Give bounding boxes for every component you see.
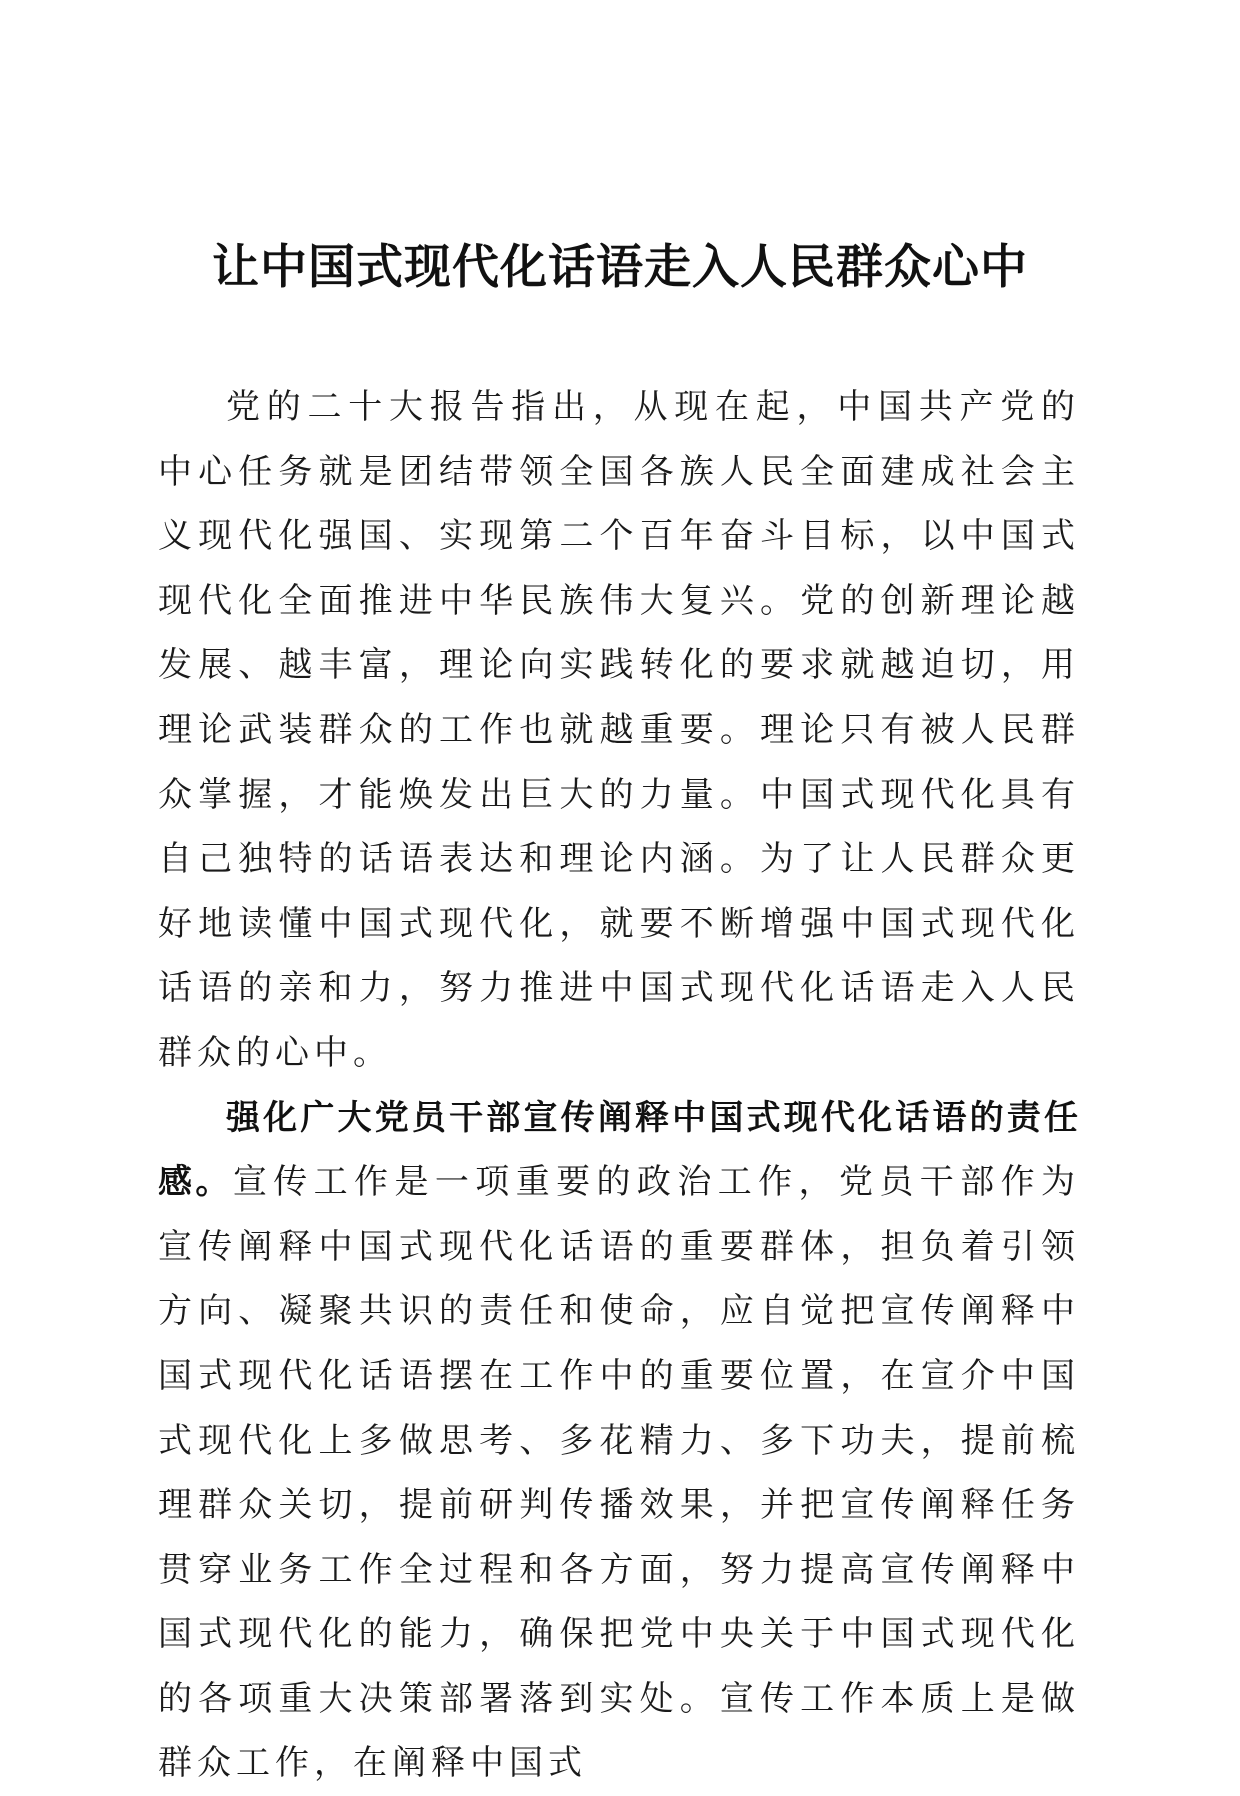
paragraph-responsibility xyxy=(158,1086,1080,1796)
document-title: 让中国式现代化话语走入人民群众心中 xyxy=(212,240,1028,295)
document-body xyxy=(158,375,1080,1796)
paragraph-text: 党的二十大报告指出，从现在起，中国共产党的中心任务就是团结带领全国各族人民全面建成社会主义现代化强国、实现第二个百年奋斗目标，以中国式现代化全面推进中华民族伟大复兴。党的创新理论越发展、越丰富，理论向实践转化的要求就越迫切，用理论武装群众的工作也就越重要。理论只有被人民群众掌握，才能焕发出巨大的力量。中国式现代化具有自己独特的话语表达和理论内涵。为了让人民群众更好地读懂中国式现代化，就要不断增强中国式现代化话语的亲和力，努力推进中国式现代化话语走入人民群众的心中。 xyxy=(158,387,1080,1073)
paragraph-text: 宣传工作是一项重要的政治工作，党员干部作为宣传阐释中国式现代化话语的重要群体，担负着引领方向、凝聚共识的责任和使命，应自觉把宣传阐释中国式现代化话语摆在工作中的重要位置，在宣介中国式现代化上多做思考、多花精力、多下功夫，提前梳理群众关切，提前研判传播效果，并把宣传阐释任务贯穿业务工作全过程和各方面，努力提高宣传阐释中国式现代化的能力，确保把党中央关于中国式现代化的各项重大决策部署落到实处。宣传工作本质上是做群众工作，在阐释中国式 xyxy=(158,1162,1081,1784)
paragraph-lead-heading: 强化广大党员干部宣传阐释中国式现代化话语的责任感。 xyxy=(158,1097,1080,1203)
paragraph-intro xyxy=(158,375,1080,1086)
